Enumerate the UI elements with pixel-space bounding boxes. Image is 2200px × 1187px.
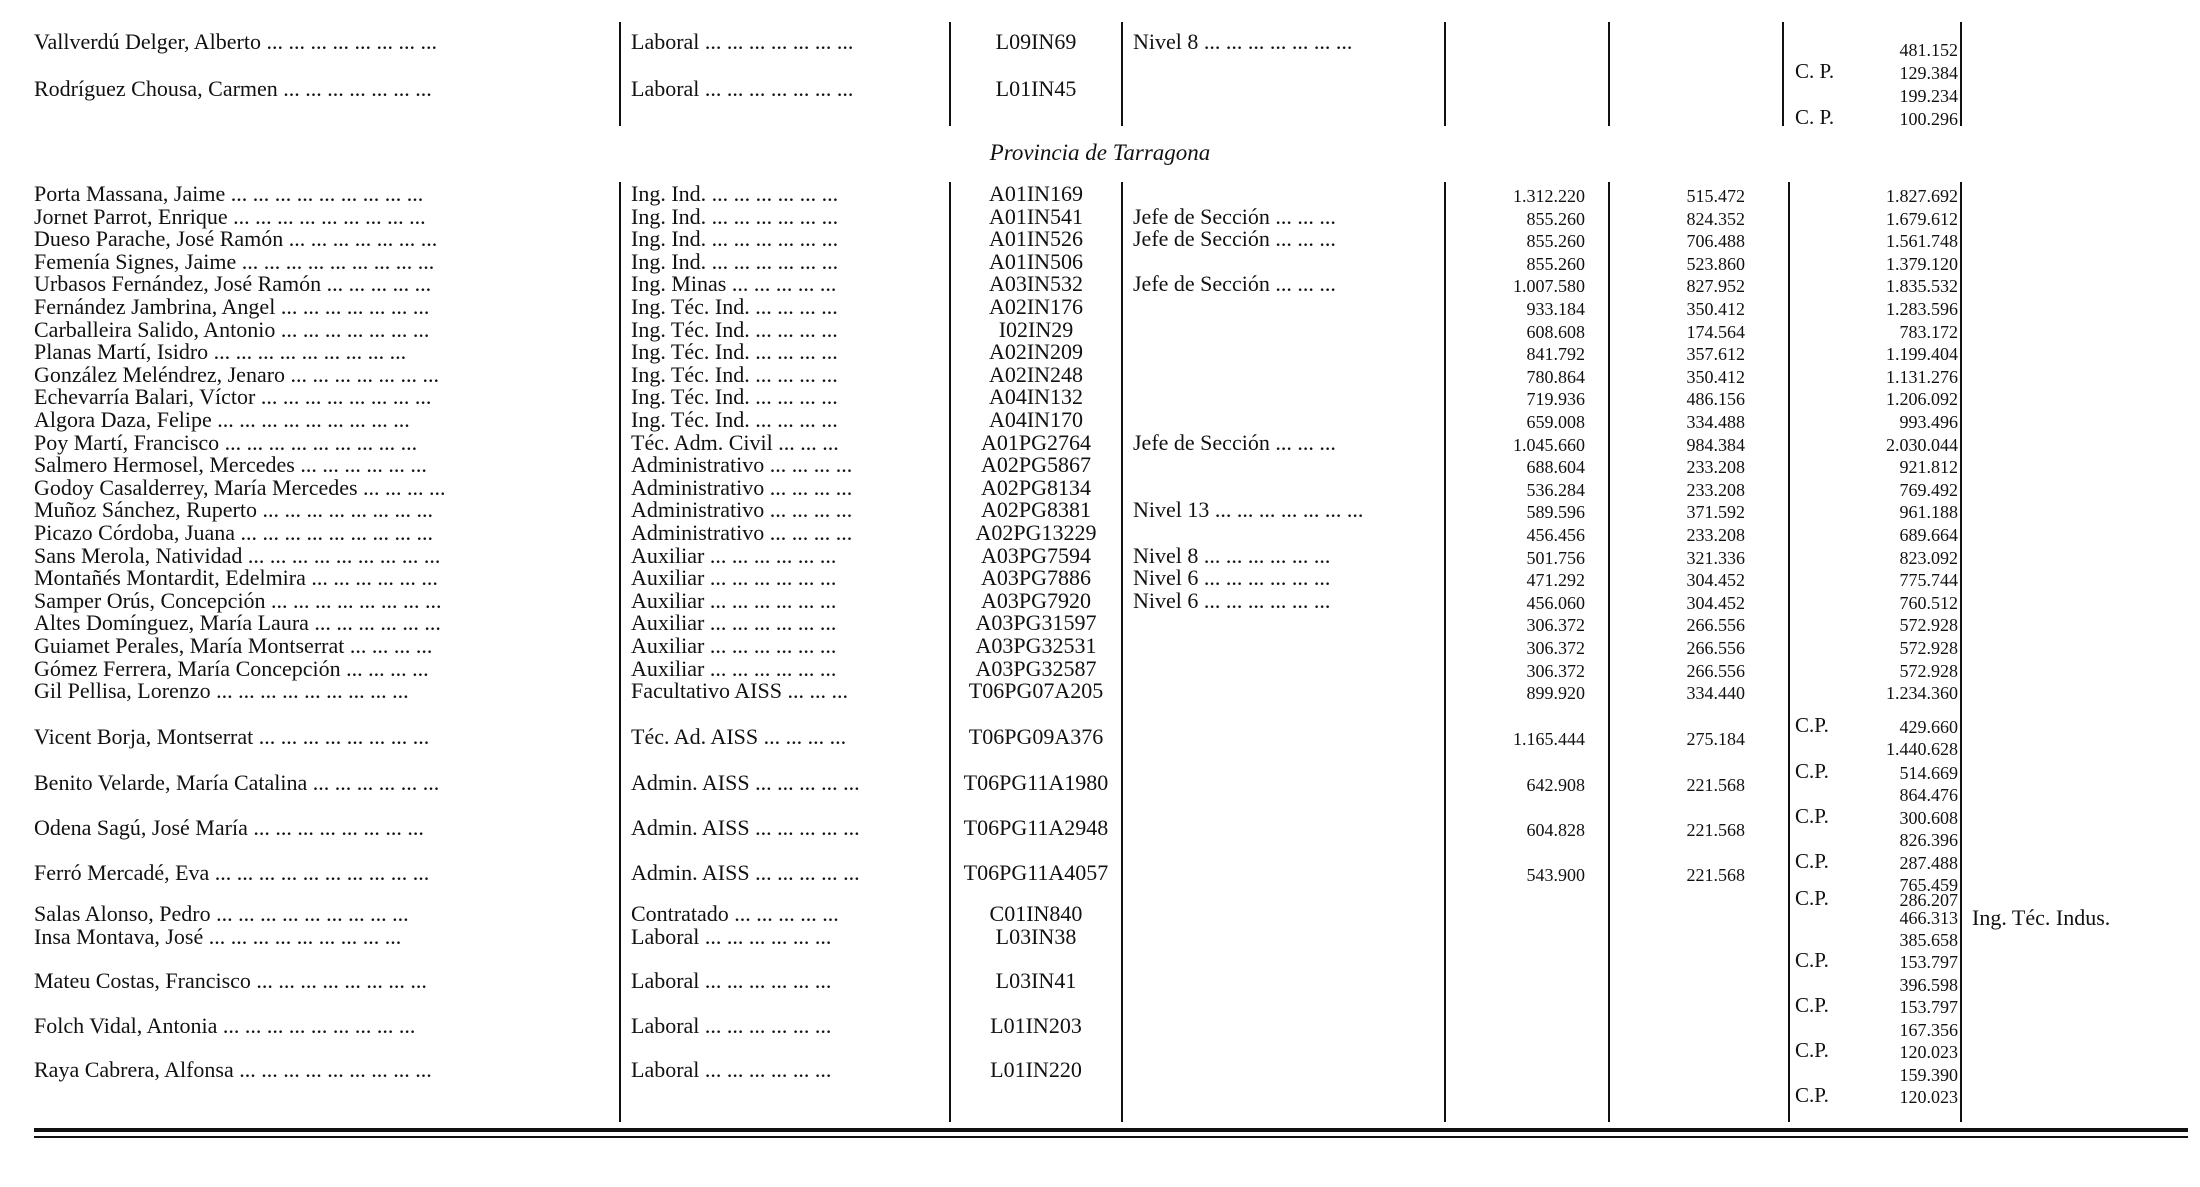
column-rule — [1608, 182, 1610, 1122]
salary-amount: 501.756 — [1526, 548, 1585, 568]
total-amount: 1.827.692 — [1886, 186, 1958, 206]
employee-code: A03PG31597 — [975, 611, 1097, 635]
salary-amount: 780.864 — [1526, 367, 1585, 387]
total-amount: 769.492 — [1899, 480, 1958, 500]
employee-name: Porta Massana, Jaime ... ... ... ... ... ... ... ... ... — [34, 182, 424, 206]
employee-category: Auxiliar ... ... ... ... ... ... — [631, 611, 837, 635]
employee-code: A03PG7594 — [980, 544, 1091, 568]
employee-category: Facultativo AISS ... ... ... — [631, 679, 848, 703]
supplement-amount: 371.592 — [1686, 502, 1745, 522]
employee-category: Ing. Ind. ... ... ... ... ... ... — [631, 182, 839, 206]
employee-name: Raya Cabrera, Alfonsa ... ... ... ... ... ... ... ... ... — [34, 1058, 432, 1082]
employee-category: Laboral ... ... ... ... ... ... — [631, 1014, 832, 1038]
cp-label: C. P. — [1795, 59, 1835, 83]
employee-name: Insa Montava, José ... ... ... ... ... ... ... ... ... — [34, 925, 402, 949]
supplement-amount: 321.336 — [1686, 548, 1745, 568]
employee-name: Carballeira Salido, Antonio ... ... ... ... ... ... ... — [34, 318, 430, 342]
supplement-amount: 350.412 — [1686, 299, 1745, 319]
salary-amount: 688.604 — [1526, 457, 1585, 477]
employee-code: A02PG8134 — [980, 476, 1091, 500]
employee-position: Nivel 6 ... ... ... ... ... ... — [1133, 566, 1331, 590]
employee-name: Salmero Hermosel, Mercedes ... ... ... ... ... ... — [34, 453, 427, 477]
cp-amount: 300.608 — [1899, 808, 1958, 828]
employee-code: L03IN41 — [995, 969, 1077, 993]
employee-name: Rodríguez Chousa, Carmen ... ... ... ... ... ... ... — [34, 77, 432, 101]
salary-amount: 933.184 — [1526, 299, 1585, 319]
employee-name: Altes Domínguez, María Laura ... ... ... ... ... ... — [34, 611, 441, 635]
supplement-amount: 233.208 — [1686, 457, 1745, 477]
salary-amount: 855.260 — [1526, 254, 1585, 274]
cp-amount: 120.023 — [1899, 1087, 1958, 1107]
supplement-amount: 266.556 — [1686, 661, 1745, 681]
employee-code: A01IN506 — [988, 250, 1084, 274]
salary-amount: 855.260 — [1526, 231, 1585, 251]
total-amount: 466.313 — [1899, 908, 1958, 928]
employee-code: A02PG8381 — [980, 498, 1091, 522]
employee-code: A02IN248 — [988, 363, 1084, 387]
employee-name: Dueso Parache, José Ramón ... ... ... ... ... ... ... — [34, 227, 438, 251]
employee-name: Vicent Borja, Montserrat ... ... ... ... ... ... ... ... — [34, 725, 430, 749]
salary-amount: 1.045.660 — [1513, 435, 1585, 455]
employee-category: Auxiliar ... ... ... ... ... ... — [631, 657, 837, 681]
cp-label: C.P. — [1795, 948, 1829, 972]
cp-label: C.P. — [1795, 804, 1829, 828]
employee-name: Odena Sagú, José María ... ... ... ... ... ... ... ... — [34, 816, 424, 840]
supplement-amount: 174.564 — [1686, 322, 1745, 342]
employee-code: T06PG11A2948 — [963, 816, 1109, 840]
employee-code: C01IN840 — [989, 902, 1083, 926]
supplement-amount: 350.412 — [1686, 367, 1745, 387]
employee-category: Administrativo ... ... ... ... — [631, 453, 853, 477]
supplement-amount: 334.440 — [1686, 683, 1745, 703]
employee-name: Samper Orús, Concepción ... ... ... ... ... ... ... ... — [34, 589, 442, 613]
total-amount: 1.835.532 — [1886, 276, 1958, 296]
employee-name: Folch Vidal, Antonia ... ... ... ... ... ... ... ... ... — [34, 1014, 416, 1038]
employee-code: A02PG5867 — [980, 453, 1091, 477]
employee-name: Picazo Córdoba, Juana ... ... ... ... ... ... ... ... ... — [34, 521, 433, 545]
total-amount: 572.928 — [1899, 638, 1958, 658]
employee-code: T06PG11A1980 — [963, 771, 1109, 795]
employee-name: Montañés Montardit, Edelmira ... ... ... ... ... ... — [34, 566, 438, 590]
total-amount: 2.030.044 — [1886, 435, 1958, 455]
employee-category: Ing. Minas ... ... ... ... ... — [631, 272, 837, 296]
employee-category: Laboral ... ... ... ... ... ... — [631, 1058, 832, 1082]
employee-position: Nivel 8 ... ... ... ... ... ... — [1133, 544, 1331, 568]
cp-amount: 100.296 — [1899, 109, 1958, 129]
cp-amount: 514.669 — [1899, 763, 1958, 783]
employee-code: A01IN169 — [988, 182, 1084, 206]
employee-code: T06PG11A4057 — [963, 861, 1109, 885]
employee-code: A03PG32587 — [975, 657, 1097, 681]
employee-category: Ing. Téc. Ind. ... ... ... ... — [631, 318, 838, 342]
cp-label: C.P. — [1795, 849, 1829, 873]
salary-amount: 543.900 — [1526, 865, 1585, 885]
salary-amount: 1.312.220 — [1513, 186, 1585, 206]
cp-label: C.P. — [1795, 886, 1829, 910]
salary-amount: 855.260 — [1526, 209, 1585, 229]
employee-name: González Meléndrez, Jenaro ... ... ... ... ... ... ... — [34, 363, 440, 387]
employee-code: A02PG13229 — [975, 521, 1097, 545]
salary-amount: 899.920 — [1526, 683, 1585, 703]
employee-category: Ing. Ind. ... ... ... ... ... ... — [631, 227, 839, 251]
supplement-amount: 266.556 — [1686, 615, 1745, 635]
employee-name: Muñoz Sánchez, Ruperto ... ... ... ... ... ... ... ... — [34, 498, 433, 522]
section-heading: Provincia de Tarragona — [989, 140, 1211, 165]
employee-code: A01IN541 — [988, 205, 1084, 229]
supplement-amount: 827.952 — [1686, 276, 1745, 296]
supplement-amount: 221.568 — [1686, 820, 1745, 840]
employee-code: A04IN132 — [988, 385, 1084, 409]
employee-name: Gómez Ferrera, María Concepción ... ... ... ... — [34, 657, 429, 681]
total-amount: 826.396 — [1899, 830, 1958, 850]
supplement-amount: 304.452 — [1686, 570, 1745, 590]
employee-code: L01IN220 — [990, 1058, 1082, 1082]
salary-amount: 1.165.444 — [1513, 729, 1585, 749]
employee-category: Ing. Téc. Ind. ... ... ... ... — [631, 363, 838, 387]
total-amount: 961.188 — [1899, 502, 1958, 522]
employee-category: Ing. Téc. Ind. ... ... ... ... — [631, 340, 838, 364]
cp-label: C.P. — [1795, 1083, 1829, 1107]
employee-category: Ing. Téc. Ind. ... ... ... ... — [631, 295, 838, 319]
employee-position: Jefe de Sección ... ... ... — [1133, 205, 1336, 229]
salary-amount: 642.908 — [1526, 775, 1585, 795]
total-amount: 921.812 — [1899, 457, 1958, 477]
employee-name: Ferró Mercadé, Eva ... ... ... ... ... ... ... ... ... ... — [34, 861, 430, 885]
employee-name: Salas Alonso, Pedro ... ... ... ... ... ... ... ... ... — [34, 902, 409, 926]
salary-amount: 456.456 — [1526, 525, 1585, 545]
employee-category: Admin. AISS ... ... ... ... ... — [631, 816, 860, 840]
total-amount: 760.512 — [1899, 593, 1958, 613]
employee-category: Ing. Téc. Ind. ... ... ... ... — [631, 408, 838, 432]
cp-label: C.P. — [1795, 713, 1829, 737]
supplement-amount: 233.208 — [1686, 525, 1745, 545]
cp-label: C.P. — [1795, 1038, 1829, 1062]
employee-name: Poy Martí, Francisco ... ... ... ... ... ... ... ... ... — [34, 431, 418, 455]
employee-name: Algora Daza, Felipe ... ... ... ... ... ... ... ... ... — [34, 408, 410, 432]
supplement-amount: 515.472 — [1686, 186, 1745, 206]
supplement-amount: 221.568 — [1686, 775, 1745, 795]
employee-category: Laboral ... ... ... ... ... ... ... — [631, 30, 854, 54]
supplement-amount: 334.488 — [1686, 412, 1745, 432]
cp-amount: 287.488 — [1899, 853, 1958, 873]
employee-name: Guiamet Perales, María Montserrat ... ... ... ... — [34, 634, 433, 658]
employee-position: Nivel 13 ... ... ... ... ... ... ... — [1133, 498, 1364, 522]
employee-category: Laboral ... ... ... ... ... ... — [631, 925, 832, 949]
column-rule — [1782, 22, 1784, 126]
salary-amount: 306.372 — [1526, 661, 1585, 681]
supplement-amount: 266.556 — [1686, 638, 1745, 658]
total-amount: 572.928 — [1899, 615, 1958, 635]
total-amount: 1.679.612 — [1886, 209, 1958, 229]
salary-amount: 536.284 — [1526, 480, 1585, 500]
column-rule — [1608, 22, 1610, 126]
employee-category: Auxiliar ... ... ... ... ... ... — [631, 566, 837, 590]
total-amount: 1.379.120 — [1886, 254, 1958, 274]
employee-category: Administrativo ... ... ... ... — [631, 521, 853, 545]
employee-code: A01IN526 — [988, 227, 1084, 251]
employee-code: A04IN170 — [988, 408, 1084, 432]
total-amount: 159.390 — [1899, 1065, 1958, 1085]
employee-position: Jefe de Sección ... ... ... — [1133, 431, 1336, 455]
column-rule — [1121, 182, 1123, 1122]
employee-category: Auxiliar ... ... ... ... ... ... — [631, 589, 837, 613]
cp-amount: 429.660 — [1899, 717, 1958, 737]
employee-category: Admin. AISS ... ... ... ... ... — [631, 861, 860, 885]
employee-category: Téc. Ad. AISS ... ... ... ... — [631, 725, 847, 749]
cp-label: C. P. — [1795, 105, 1835, 129]
salary-amount: 841.792 — [1526, 344, 1585, 364]
supplement-amount: 221.568 — [1686, 865, 1745, 885]
salary-amount: 604.828 — [1526, 820, 1585, 840]
employee-code: L01IN45 — [995, 77, 1077, 101]
supplement-amount: 523.860 — [1686, 254, 1745, 274]
total-amount: 1.131.276 — [1886, 367, 1958, 387]
employee-name: Godoy Casalderrey, María Mercedes ... ... ... ... — [34, 476, 446, 500]
employee-code: L09IN69 — [995, 30, 1077, 54]
total-amount: 775.744 — [1899, 570, 1958, 590]
employee-name: Gil Pellisa, Lorenzo ... ... ... ... ... ... ... ... ... — [34, 679, 409, 703]
employee-position: Nivel 6 ... ... ... ... ... ... — [1133, 589, 1331, 613]
total-amount: 167.356 — [1899, 1020, 1958, 1040]
total-amount: 572.928 — [1899, 661, 1958, 681]
employee-name: Echevarría Balari, Víctor ... ... ... ... ... ... ... ... — [34, 385, 432, 409]
salary-amount: 456.060 — [1526, 593, 1585, 613]
employee-name: Mateu Costas, Francisco ... ... ... ... ... ... ... ... — [34, 969, 427, 993]
salary-amount: 1.007.580 — [1513, 276, 1585, 296]
employee-name: Jornet Parrot, Enrique ... ... ... ... ... ... ... ... ... — [34, 205, 426, 229]
employee-code: A03PG7886 — [980, 566, 1091, 590]
total-amount: 765.459 — [1899, 875, 1958, 895]
employee-category: Administrativo ... ... ... ... — [631, 498, 853, 522]
employee-category: Laboral ... ... ... ... ... ... ... — [631, 77, 854, 101]
employee-category: Auxiliar ... ... ... ... ... ... — [631, 634, 837, 658]
total-amount: 993.496 — [1899, 412, 1958, 432]
total-amount: 864.476 — [1899, 785, 1958, 805]
supplement-amount: 233.208 — [1686, 480, 1745, 500]
employee-category: Admin. AISS ... ... ... ... ... — [631, 771, 860, 795]
employee-name: Sans Merola, Natividad ... ... ... ... ... ... ... ... ... — [34, 544, 441, 568]
side-note: Ing. Téc. Indus. — [1972, 906, 2111, 930]
cp-amount: 153.797 — [1899, 952, 1958, 972]
bottom-rule — [34, 1128, 2188, 1132]
total-amount: 1.206.092 — [1886, 389, 1958, 409]
employee-position: Jefe de Sección ... ... ... — [1133, 227, 1336, 251]
total-amount: 1.199.404 — [1886, 344, 1958, 364]
employee-position: Nivel 8 ... ... ... ... ... ... ... — [1133, 30, 1353, 54]
employee-category: Auxiliar ... ... ... ... ... ... — [631, 544, 837, 568]
salary-amount: 719.936 — [1526, 389, 1585, 409]
employee-code: L03IN38 — [995, 925, 1077, 949]
salary-amount: 589.596 — [1526, 502, 1585, 522]
employee-category: Administrativo ... ... ... ... — [631, 476, 853, 500]
employee-category: Ing. Téc. Ind. ... ... ... ... — [631, 385, 838, 409]
supplement-amount: 824.352 — [1686, 209, 1745, 229]
employee-name: Benito Velarde, María Catalina ... ... ... ... ... ... — [34, 771, 440, 795]
employee-code: A02IN176 — [988, 295, 1084, 319]
supplement-amount: 486.156 — [1686, 389, 1745, 409]
total-amount: 481.152 — [1899, 40, 1958, 60]
total-amount: 199.234 — [1899, 86, 1958, 106]
employee-category: Téc. Adm. Civil ... ... ... — [631, 431, 839, 455]
employee-category: Contratado ... ... ... ... ... — [631, 902, 839, 926]
employee-code: T06PG09A376 — [968, 725, 1104, 749]
employee-code: A03IN532 — [988, 272, 1084, 296]
employee-code: T06PG07A205 — [968, 679, 1104, 703]
supplement-amount: 706.488 — [1686, 231, 1745, 251]
total-amount: 689.664 — [1899, 525, 1958, 545]
salary-amount: 306.372 — [1526, 615, 1585, 635]
total-amount: 385.658 — [1899, 930, 1958, 950]
total-amount: 1.234.360 — [1886, 683, 1958, 703]
column-rule — [619, 182, 621, 1122]
salary-amount: 471.292 — [1526, 570, 1585, 590]
total-amount: 1.283.596 — [1886, 299, 1958, 319]
employee-name: Fernández Jambrina, Angel ... ... ... ... ... ... ... — [34, 295, 430, 319]
bottom-rule — [34, 1136, 2188, 1138]
salary-amount: 608.608 — [1526, 322, 1585, 342]
employee-name: Femenía Signes, Jaime ... ... ... ... ... ... ... ... ... — [34, 250, 435, 274]
employee-code: L01IN203 — [990, 1014, 1082, 1038]
salary-amount: 659.008 — [1526, 412, 1585, 432]
total-amount: 783.172 — [1899, 322, 1958, 342]
supplement-amount: 304.452 — [1686, 593, 1745, 613]
supplement-amount: 984.384 — [1686, 435, 1745, 455]
employee-code: A01PG2764 — [980, 431, 1091, 455]
employee-name: Vallverdú Delger, Alberto ... ... ... ... ... ... ... ... — [34, 30, 437, 54]
cp-amount: 129.384 — [1899, 63, 1958, 83]
employee-name: Planas Martí, Isidro ... ... ... ... ... ... ... ... ... — [34, 340, 407, 364]
employee-code: A03PG7920 — [980, 589, 1091, 613]
cp-label: C.P. — [1795, 759, 1829, 783]
column-rule — [1121, 22, 1123, 126]
cp-amount: 120.023 — [1899, 1042, 1958, 1062]
employee-code: A03PG32531 — [975, 634, 1097, 658]
employee-category: Ing. Ind. ... ... ... ... ... ... — [631, 205, 839, 229]
cp-amount: 153.797 — [1899, 997, 1958, 1017]
employee-category: Laboral ... ... ... ... ... ... — [631, 969, 832, 993]
supplement-amount: 357.612 — [1686, 344, 1745, 364]
employee-position: Jefe de Sección ... ... ... — [1133, 272, 1336, 296]
cp-amount: 286.207 — [1899, 890, 1958, 910]
cp-label: C.P. — [1795, 993, 1829, 1017]
total-amount: 823.092 — [1899, 548, 1958, 568]
employee-code: I02IN29 — [998, 318, 1074, 342]
column-rule — [1960, 22, 1962, 126]
employee-category: Ing. Ind. ... ... ... ... ... ... — [631, 250, 839, 274]
column-rule — [1788, 182, 1790, 1122]
total-amount: 1.561.748 — [1886, 231, 1958, 251]
column-rule — [1960, 182, 1962, 1122]
column-rule — [1444, 182, 1446, 1122]
salary-amount: 306.372 — [1526, 638, 1585, 658]
employee-code: A02IN209 — [988, 340, 1084, 364]
supplement-amount: 275.184 — [1686, 729, 1745, 749]
total-amount: 1.440.628 — [1886, 739, 1958, 759]
total-amount: 396.598 — [1899, 975, 1958, 995]
employee-name: Urbasos Fernández, José Ramón ... ... ... ... ... — [34, 272, 432, 296]
column-rule — [619, 22, 621, 126]
